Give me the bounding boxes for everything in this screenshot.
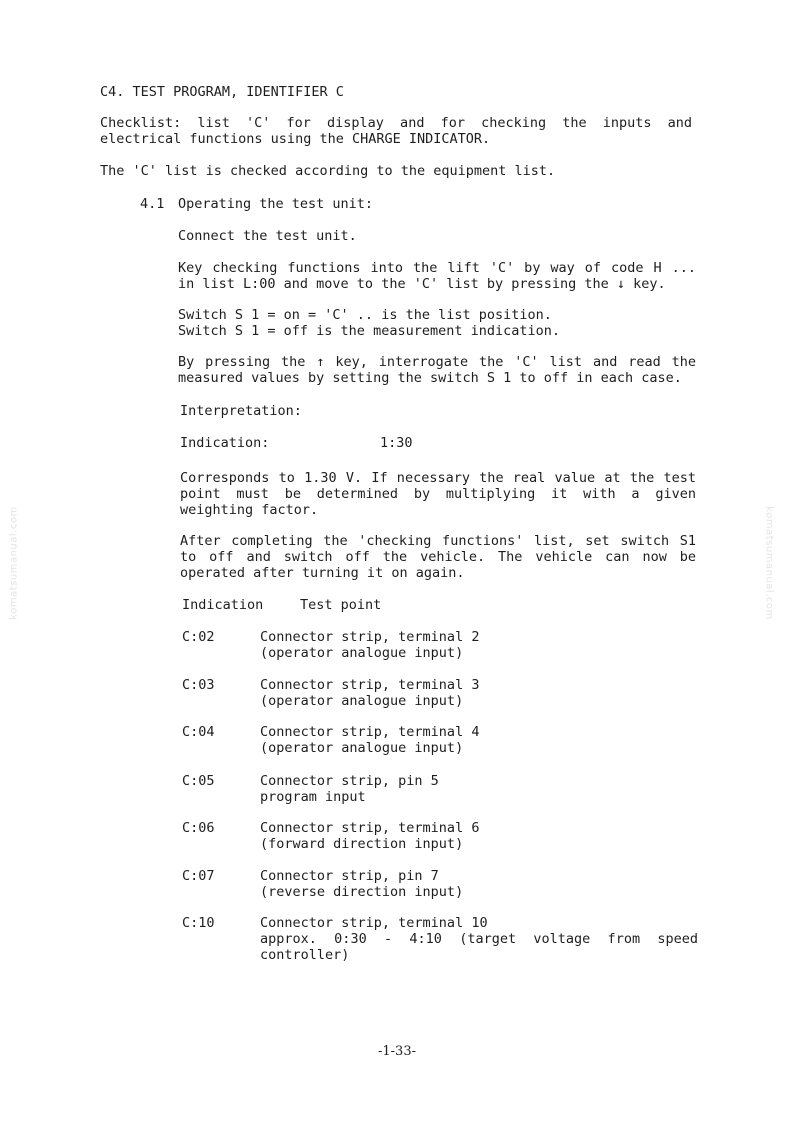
test-point-detail: approx. 0:30 - 4:10 (target voltage from speed controller) xyxy=(260,931,698,963)
test-point-detail: (operator analogue input) xyxy=(260,693,464,709)
switch-off-line: Switch S 1 = off is the measurement indication. xyxy=(178,323,561,339)
test-point-description xyxy=(260,915,700,963)
test-point-detail: program input xyxy=(260,789,366,805)
connect-step: Connect the test unit. xyxy=(178,228,357,244)
watermark-left: komatsumanual.com xyxy=(8,506,20,620)
table-header-test-point: Test point xyxy=(300,597,382,613)
indication-code: C:02 xyxy=(182,629,215,645)
test-point-detail: (operator analogue input) xyxy=(260,740,464,756)
interrogate-paragraph: By pressing the ↑ key, interrogate the 'C' list and read the measured values by setting the switch S 1 to off in each case. xyxy=(178,354,696,386)
test-point-line: Connector strip, pin 5 xyxy=(260,773,439,789)
indication-code: C:10 xyxy=(182,915,215,931)
test-point-description xyxy=(260,629,700,661)
indication-value: 1:30 xyxy=(380,435,413,451)
test-point-detail: (operator analogue input) xyxy=(260,645,464,661)
test-point-line: Connector strip, terminal 4 xyxy=(260,724,480,740)
subsection-number: 4.1 xyxy=(140,196,165,212)
test-point-description xyxy=(260,773,700,805)
test-point-detail: (forward direction input) xyxy=(260,836,464,852)
test-point-description xyxy=(260,724,700,756)
indication-code: C:06 xyxy=(182,820,215,836)
checked-by-paragraph: The 'C' list is checked according to the equipment list. xyxy=(100,163,556,179)
section-heading: C4. TEST PROGRAM, IDENTIFIER C xyxy=(100,84,344,100)
test-point-line: Connector strip, terminal 10 xyxy=(260,915,488,931)
interpretation-label: Interpretation: xyxy=(180,403,302,419)
key-checking-paragraph: Key checking functions into the lift 'C' by way of code H ... in list L:00 and move to the 'C' list by pressing the ↓ key. xyxy=(178,260,696,292)
test-point-description xyxy=(260,868,700,900)
indication-label: Indication: xyxy=(180,435,270,451)
watermark-right: komatsumanual.com xyxy=(763,506,775,620)
indication-code: C:07 xyxy=(182,868,215,884)
after-completing-paragraph: After completing the 'checking functions' list, set switch S1 to off and switch off the vehicle. The vehicle can now be operated after turning it on again. xyxy=(180,533,696,581)
test-point-description xyxy=(260,677,700,709)
test-point-detail: (reverse direction input) xyxy=(260,884,464,900)
test-point-line: Connector strip, terminal 2 xyxy=(260,629,480,645)
test-point-line: Connector strip, terminal 6 xyxy=(260,820,480,836)
subsection-title: Operating the test unit: xyxy=(178,196,374,212)
test-point-description xyxy=(260,820,700,852)
table-header-indication: Indication xyxy=(182,597,264,613)
corresponds-paragraph: Corresponds to 1.30 V. If necessary the real value at the test point must be determined by multiplying it with a given weighting factor. xyxy=(180,470,696,518)
test-point-line: Connector strip, terminal 3 xyxy=(260,677,480,693)
page-number: -1-33- xyxy=(378,1044,416,1059)
switch-on-line: Switch S 1 = on = 'C' .. is the list position. xyxy=(178,307,552,323)
test-point-line: Connector strip, pin 7 xyxy=(260,868,439,884)
indication-code: C:04 xyxy=(182,724,215,740)
checklist-paragraph: Checklist: list 'C' for display and for checking the inputs and electrical functions using the CHARGE INDICATOR. xyxy=(100,115,692,147)
indication-code: C:03 xyxy=(182,677,215,693)
indication-code: C:05 xyxy=(182,773,215,789)
